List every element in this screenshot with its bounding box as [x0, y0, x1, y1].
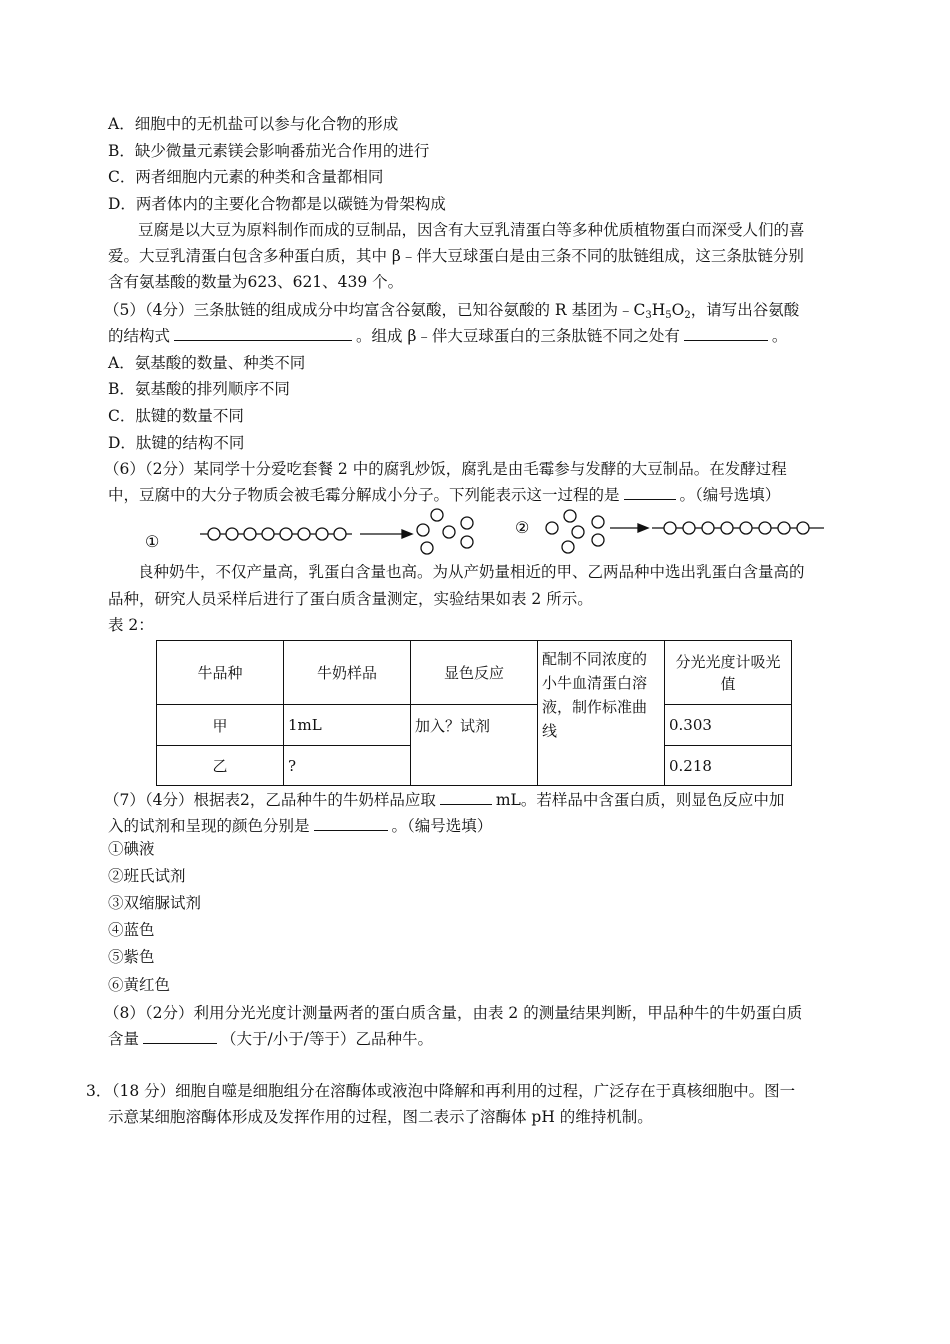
diagram-label-2: ② — [515, 518, 530, 537]
table-cell-breed-yi: 乙 — [157, 746, 284, 786]
peptide-breakdown-diagram — [140, 506, 840, 556]
table-2 — [156, 640, 792, 786]
milk-intro-line2: 品种，研究人员采样后进行了蛋白质含量测定，实验结果如表 2 所示。 — [108, 590, 593, 608]
option-d: D．两者体内的主要化合物都是以碳链为骨架构成 — [108, 195, 446, 213]
q5-option-d: D．肽键的结构不同 — [108, 434, 245, 452]
answer-blank-comparison[interactable] — [143, 1029, 217, 1044]
table-header-absorbance: 分光光度计吸光值 — [665, 641, 792, 705]
q6-line1: （6）（2分）某同学十分爱吃套餐 2 中的腐乳炒饭，腐乳是由毛霉参与发酵的大豆制品。在发酵过程 — [104, 460, 787, 478]
q5-line1: （5）（4分）三条肽链的组成成分中均富含谷氨酸，已知谷氨酸的 R 基团为$﹣C_3H_5O_2$，请写出谷氨酸 — [104, 301, 800, 321]
answer-blank-process[interactable] — [624, 485, 676, 500]
option-a: A．细胞中的无机盐可以参与化合物的形成 — [108, 115, 399, 133]
table-header-color-reaction: 显色反应 — [411, 641, 538, 705]
table-cell-sample-yi: ? — [284, 746, 411, 786]
question-3-number: 3． — [86, 1082, 112, 1100]
table-cell-absorbance-yi: 0.218 — [665, 746, 792, 786]
q7-option-5: ⑤紫色 — [108, 948, 155, 966]
option-c: C．两者细胞内元素的种类和含量都相同 — [108, 168, 384, 186]
q8-line2: 含量 （大于/小于/等于）乙品种牛。 — [108, 1030, 433, 1048]
q7-option-3: ③双缩脲试剂 — [108, 894, 202, 912]
q7-line1: （7）（4分）根据表2，乙品种牛的牛奶样品应取 mL。若样品中含蛋白质，则显色反应中加 — [104, 791, 785, 809]
answer-blank-structure[interactable] — [174, 326, 352, 341]
q7-line2: 入的试剂和呈现的颜色分别是 。（编号选填） — [108, 817, 493, 835]
question-3-line1: （18 分）细胞自噬是细胞组分在溶酶体或液泡中降解和再利用的过程，广泛存在于真核细胞中。图一 — [104, 1082, 796, 1100]
q5-option-c: C．肽键的数量不同 — [108, 407, 244, 425]
peptide-chain-1 — [200, 528, 352, 540]
q7-option-2: ②班氏试剂 — [108, 867, 186, 885]
answer-blank-difference[interactable] — [684, 326, 768, 341]
q6-line2: 中，豆腐中的大分子物质会被毛霉分解成小分子。下列能表示这一过程的是 。（编号选填） — [108, 486, 781, 504]
amino-acid-cluster-1 — [417, 509, 473, 554]
q8-line1: （8）（2分）利用分光光度计测量两者的蛋白质含量，由表 2 的测量结果判断，甲品种牛的牛奶蛋白质 — [104, 1004, 803, 1022]
arrow-icon — [610, 524, 648, 532]
tofu-intro-line1: 豆腐是以大豆为原料制作而成的豆制品，因含有大豆乳清蛋白等多种优质植物蛋白而深受人们的喜 — [138, 221, 805, 239]
diagram-label-1: ① — [145, 532, 160, 551]
arrow-icon — [360, 530, 412, 538]
q5-line2: 的结构式 。组成 β﹣伴大豆球蛋白的三条肽链不同之处有 。 — [108, 327, 788, 345]
q7-option-1: ①碘液 — [108, 840, 155, 858]
q5-option-a: A．氨基酸的数量、种类不同 — [108, 354, 306, 372]
table-cell-reagent: 加入？试剂 — [411, 705, 538, 786]
milk-intro-line1: 良种奶牛，不仅产量高，乳蛋白含量也高。为从产奶量相近的甲、乙两品种中选出乳蛋白含量高的 — [138, 563, 805, 581]
table-header-breed: 牛品种 — [157, 641, 284, 705]
table-cell-sample-jia: 1mL — [284, 705, 411, 746]
q5-option-b: B．氨基酸的排列顺序不同 — [108, 380, 290, 398]
amino-acid-cluster-2 — [546, 510, 604, 553]
table-cell-absorbance-jia: 0.303 — [665, 705, 792, 746]
q7-option-4: ④蓝色 — [108, 921, 155, 939]
table-cell-breed-jia: 甲 — [157, 705, 284, 746]
peptide-chain-2 — [652, 522, 824, 534]
answer-blank-reagent-color[interactable] — [314, 816, 388, 831]
question-3-line2: 示意某细胞溶酶体形成及发挥作用的过程，图二表示了溶酶体 pH 的维持机制。 — [108, 1108, 653, 1126]
answer-blank-volume[interactable] — [440, 790, 492, 805]
option-b: B．缺少微量元素镁会影响番茄光合作用的进行 — [108, 142, 430, 160]
table-header-sample: 牛奶样品 — [284, 641, 411, 705]
table-header-standard-curve: 配制不同浓度的小牛血清蛋白溶液，制作标准曲线 — [538, 641, 665, 786]
tofu-intro-line2: 爱。大豆乳清蛋白包含多种蛋白质，其中 β﹣伴大豆球蛋白是由三条不同的肽链组成，这三条肽链分别 — [108, 247, 804, 265]
table-title: 表 2： — [108, 616, 154, 634]
q7-option-6: ⑥黄红色 — [108, 976, 171, 994]
tofu-intro-line3: 含有氨基酸的数量为623、621、439 个。 — [108, 273, 404, 291]
